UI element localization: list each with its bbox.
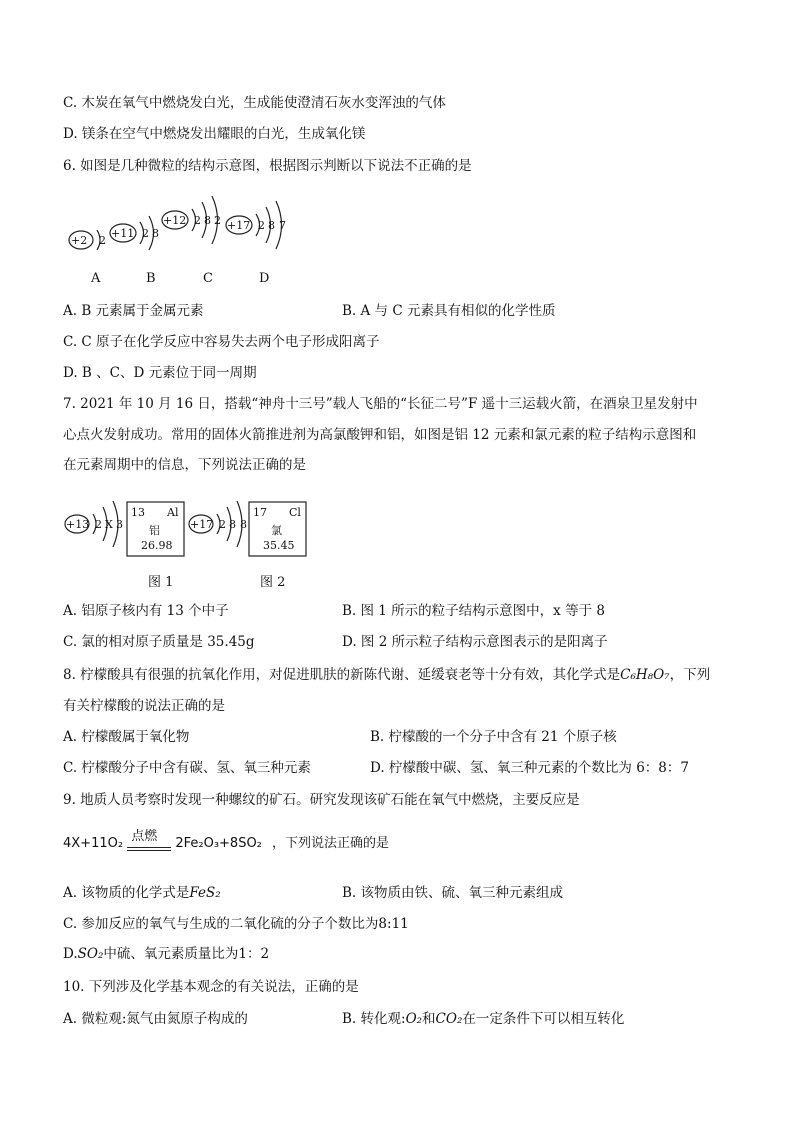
q6-d-shell3: 7: [279, 219, 286, 232]
q6-label-b: B: [146, 271, 156, 286]
q9-option-d-formula: SO₂: [77, 946, 104, 962]
q8-formula: C₆H₈O₇: [620, 667, 670, 683]
cl-shell2: 8: [229, 518, 236, 531]
q5-option-d: D. 镁条在空气中燃烧发出耀眼的白光，生成氧化镁: [63, 126, 366, 142]
q7-stem-line3: 在元素周期中的信息，下列说法正确的是: [63, 457, 306, 473]
q10-option-b-f2: CO₂: [435, 1011, 463, 1027]
q10-option-a: A. 微粒观:氮气由氮原子构成的: [63, 1011, 248, 1027]
q6-c-shell3: 2: [214, 214, 221, 227]
q10-option-b-pre: B. 转化观:: [342, 1011, 406, 1027]
q9-option-a-text: A. 该物质的化学式是: [63, 885, 190, 901]
q9-eq-left: 4X+11O₂: [63, 836, 124, 851]
q6-option-b: B. A 与 C 元素具有相似的化学性质: [342, 303, 556, 319]
q6-label-c: C: [203, 271, 213, 286]
q6-a-shell1: 2: [99, 234, 106, 247]
q7-option-a: A. 铝原子核内有 13 个中子: [63, 603, 229, 619]
cl-shell3: 8: [240, 518, 247, 531]
q9-option-b: B. 该物质由铁、硫、氧三种元素组成: [342, 885, 564, 901]
q8-stem-line2: 有关柠檬酸的说法正确的是: [63, 698, 225, 714]
al-shell3: 3: [116, 518, 123, 531]
q6-option-a: A. B 元素属于金属元素: [63, 303, 204, 319]
q9-eq-right: 2Fe₂O₃+8SO₂: [175, 836, 262, 851]
q6-b-nucleus: +11: [111, 227, 135, 240]
q6-label-d: D: [259, 271, 270, 286]
q9-option-c: C. 参加反应的氧气与生成的二氧化硫的分子个数比为8:11: [63, 916, 409, 932]
q9-option-d-pre: D.: [63, 946, 78, 962]
q6-c-shell1: 2: [194, 214, 201, 227]
q9-eq-equals: [127, 847, 171, 851]
q6-b-shell2: 8: [152, 227, 159, 240]
al-mass: 26.98: [141, 539, 173, 552]
al-shell2: X: [105, 518, 113, 531]
q8-stem-line1: [63, 665, 710, 685]
al-name: 铝: [149, 524, 160, 537]
q8-stem-pre: 8. 柠檬酸具有很强的抗氧化作用，对促进肌肤的新陈代谢、延缓衰老等十分有效，其化学式是: [63, 667, 621, 683]
q6-d-shell2: 8: [268, 219, 275, 232]
q9-stem: 9. 地质人员考察时发现一种螺纹的矿石。研究发现该矿石能在氧气中燃烧，主要反应是: [63, 792, 580, 808]
al-nucleus: +13: [66, 518, 90, 531]
q6-b-shell1: 2: [142, 227, 149, 240]
q7-option-b: B. 图 1 所示的粒子结构示意图中，x 等于 8: [342, 603, 605, 619]
q6-option-c: C. C 原子在化学反应中容易失去两个电子形成阳离子: [63, 334, 380, 350]
q9-equation: [63, 829, 390, 851]
q7-fig2-caption: 图 2: [260, 575, 286, 590]
cl-number: 17: [253, 506, 267, 519]
cl-mass: 35.45: [263, 539, 295, 552]
q7-option-c: C. 氯的相对原子质量是 35.45g: [63, 634, 255, 650]
q6-c-nucleus: +12: [163, 214, 187, 227]
q7-stem-line2: 心点火发射成功。常用的固体火箭推进剂为高氯酸钾和铝，如图是铝 12 元素和氯元素的粒子结构示意图和: [63, 427, 697, 443]
q9-option-d: [63, 944, 269, 964]
q5-option-c: C. 木炭在氧气中燃烧发白光，生成能使澄清石灰水变浑浊的气体: [63, 95, 446, 111]
q7-option-d: D. 图 2 所示粒子结构示意图表示的是阳离子: [342, 634, 608, 650]
cl-shell1: 2: [219, 518, 226, 531]
q7-fig1-caption: 图 1: [148, 575, 174, 590]
q6-a-nucleus: +2: [71, 234, 88, 247]
q10-option-b-f1: O₂: [405, 1011, 423, 1027]
al-symbol: Al: [167, 506, 179, 519]
q7-figures: [63, 494, 323, 564]
q8-option-c: C. 柠檬酸分子中含有碳、氢、氧三种元素: [63, 760, 311, 776]
q9-eq-condition: 点燃: [131, 829, 158, 844]
q10-option-b-mid: 和: [422, 1011, 436, 1027]
q9-option-a: [63, 883, 221, 903]
q10-option-b-post: 在一定条件下可以相互转化: [462, 1011, 625, 1027]
q9-eq-arrow: [127, 829, 171, 851]
q10-stem: 10. 下列涉及化学基本观念的有关说法，正确的是: [63, 979, 359, 995]
q6-particle-diagrams: [63, 190, 403, 270]
q8-option-b: B. 柠檬酸的一个分子中含有 21 个原子核: [370, 729, 617, 745]
cl-nucleus: +17: [190, 518, 214, 531]
al-shell1: 2: [95, 518, 102, 531]
q10-option-b: [342, 1009, 624, 1029]
q9-option-a-formula: FeS₂: [189, 885, 221, 901]
q8-stem-post: ，下列: [669, 667, 711, 683]
q6-option-d: D. B 、C、D 元素位于同一周期: [63, 365, 257, 381]
q6-stem: 6. 如图是几种微粒的结构示意图，根据图示判断以下说法不正确的是: [63, 158, 472, 174]
q6-c-shell2: 8: [204, 214, 211, 227]
q6-d-nucleus: +17: [227, 219, 251, 232]
q6-label-a: A: [91, 271, 101, 286]
al-number: 13: [131, 506, 145, 519]
cl-symbol: Cl: [289, 506, 301, 519]
q9-eq-tail: ，下列说法正确的是: [272, 836, 390, 851]
q7-stem-line1: 7. 2021 年 10 月 16 日，搭载“神舟十三号”载人飞船的“长征二号”F 遥十三运载火箭，在酒泉卫星发射中: [63, 396, 698, 412]
q8-option-d: D. 柠檬酸中碳、氢、氧三种元素的个数比为 6：8：7: [370, 760, 689, 776]
q6-d-shell1: 2: [258, 219, 265, 232]
q9-option-d-post: 中硫、氧元素质量比为1：2: [103, 946, 270, 962]
q8-option-a: A. 柠檬酸属于氧化物: [63, 729, 190, 745]
cl-name: 氯: [271, 524, 282, 537]
